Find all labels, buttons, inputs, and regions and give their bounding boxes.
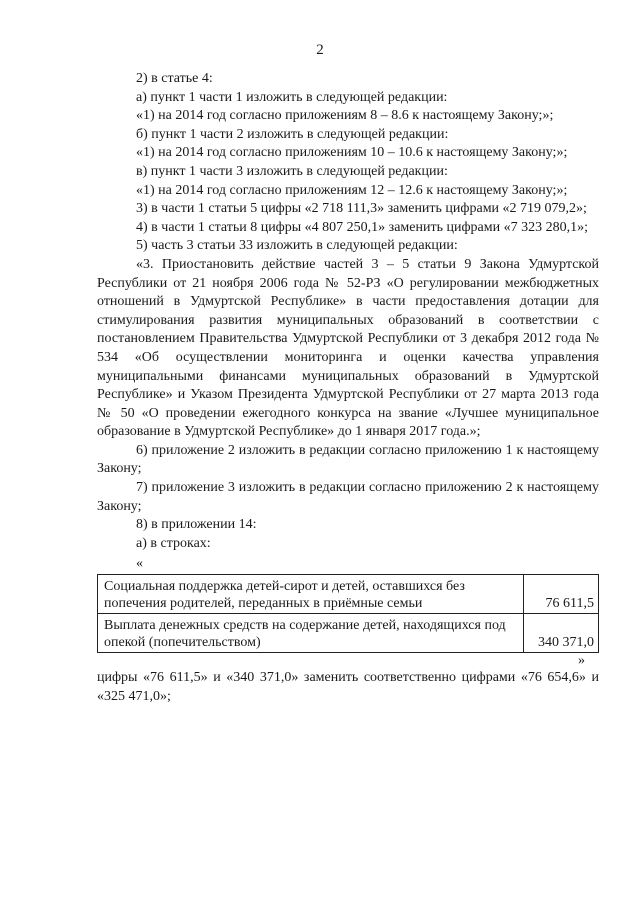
paragraph: 2) в статье 4: — [136, 71, 213, 86]
document-body — [97, 70, 599, 706]
paragraph: цифры «76 611,5» и «340 371,0» заменить соответственно цифрами «76 654,6» и «325 471,0»; — [97, 670, 599, 704]
paragraph: 7) приложение 3 изложить в редакции согласно приложению 2 к настоящему Закону; — [97, 480, 599, 514]
paragraph: 8) в приложении 14: — [136, 517, 257, 533]
quote-open-mark: « — [136, 556, 143, 572]
paragraph: 4) в части 1 статьи 8 цифры «4 807 250,1» заменить цифрами «7 323 280,1»; — [136, 219, 588, 235]
paragraph: «1) на 2014 год согласно приложениям 12 – 12.6 к настоящему Закону;»; — [136, 182, 568, 198]
table-row — [98, 575, 599, 614]
paragraph: 6) приложение 2 изложить в редакции согласно приложению 1 к настоящему Закону; — [97, 442, 599, 477]
paragraph: а) пункт 1 части 1 изложить в следующей редакции: — [136, 89, 448, 105]
appendix-table — [97, 574, 599, 653]
paragraph: 5) часть 3 статьи 33 изложить в следующей редакции: — [136, 238, 458, 254]
table-cell-label: Выплата денежных средств на содержание детей, находящихся под опекой (попечительством) — [98, 614, 524, 653]
paragraph: 3) в части 1 статьи 5 цифры «2 718 111,3» заменить цифрами «2 719 079,2»; — [136, 201, 587, 217]
paragraph: в) пункт 1 части 3 изложить в следующей редакции: — [136, 163, 448, 179]
paragraph: «1) на 2014 год согласно приложениям 8 – 8.6 к настоящему Закону;»; — [136, 108, 554, 124]
table-row — [98, 614, 599, 653]
paragraph: а) в строках: — [136, 535, 211, 551]
table-cell-value: 340 371,0 — [523, 614, 598, 653]
table-cell-value: 76 611,5 — [523, 575, 598, 614]
quoted-paragraph: «3. Приостановить действие частей 3 – 5 статьи 9 Закона Удмуртской Республики от 21 ноября 2006 года № 52-РЗ «О регулировании межбюджетных отношений в Удмуртской Республике» в части предоставления дотации для стимулирования развития муниципальных образований в соответствии с постановлением Правительства Удмуртской Республики от 3 декабря 2012 года № 534 «Об осуществлении мониторинга и оценки качества управления муниципальными финансами муниципальных образований в Удмуртской Республике» и Указом Президента Удмуртской Республики от 27 марта 2013 года № 50 «О проведении ежегодного конкурса на звание «Лучшее муниципальное образование в Удмуртской Республике» до 1 января 2017 года.»; — [97, 256, 599, 440]
table-cell-label: Социальная поддержка детей-сирот и детей, оставшихся без попечения родителей, переданных в приёмные семьи — [98, 575, 524, 614]
quote-close-mark: » — [578, 653, 585, 669]
paragraph: б) пункт 1 части 2 изложить в следующей редакции: — [136, 126, 449, 142]
page-number: 2 — [316, 42, 324, 58]
paragraph: «1) на 2014 год согласно приложениям 10 – 10.6 к настоящему Закону;»; — [136, 145, 568, 161]
